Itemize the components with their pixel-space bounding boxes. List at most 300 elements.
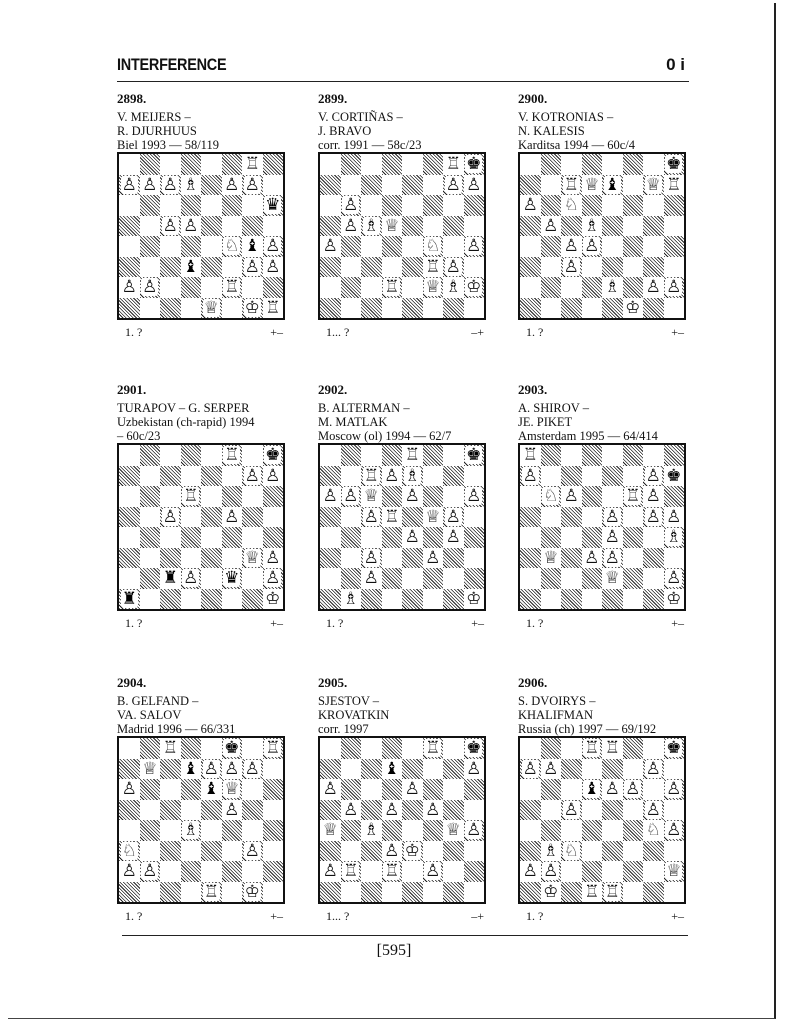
board-square xyxy=(140,800,161,821)
board-square xyxy=(222,800,243,821)
board-square xyxy=(520,277,541,298)
white-pawn-icon: ♙ xyxy=(645,465,661,486)
board-square xyxy=(222,861,243,882)
board-square xyxy=(382,759,403,780)
board-square xyxy=(664,841,685,862)
board-square xyxy=(623,527,644,548)
puzzle-question: 1. ? xyxy=(125,325,143,339)
board-square xyxy=(464,779,485,800)
board-square xyxy=(443,236,464,257)
board-square xyxy=(561,507,582,528)
puzzle-number: 2905. xyxy=(318,675,348,690)
white-pawn-icon: ♙ xyxy=(445,174,461,195)
board-square xyxy=(623,466,644,487)
white-pawn-icon: ♙ xyxy=(162,174,178,195)
board-square xyxy=(561,841,582,862)
white-pawn-icon: ♙ xyxy=(404,486,420,507)
board-square xyxy=(541,257,562,278)
board-square xyxy=(140,298,161,319)
white-queen-icon: ♕ xyxy=(322,820,338,841)
board-square xyxy=(160,779,181,800)
puzzle-caption-line: KHALIFMAN xyxy=(518,708,593,722)
board-square xyxy=(520,236,541,257)
board-square xyxy=(320,175,341,196)
board-square xyxy=(222,486,243,507)
board-square xyxy=(222,527,243,548)
puzzle-caption-line: V. MEIJERS – xyxy=(117,110,191,124)
white-pawn-icon: ♙ xyxy=(265,236,281,257)
board-square xyxy=(402,527,423,548)
board-square xyxy=(464,175,485,196)
white-pawn-icon: ♙ xyxy=(224,799,240,820)
puzzle-caption-line: B. GELFAND – xyxy=(117,694,199,708)
board-square xyxy=(561,486,582,507)
board-square xyxy=(361,568,382,589)
board-square xyxy=(623,445,644,466)
board-square xyxy=(664,216,685,237)
board-square xyxy=(664,445,685,466)
board-square xyxy=(341,738,362,759)
board-square xyxy=(341,507,362,528)
board-square xyxy=(201,298,222,319)
board-square xyxy=(443,861,464,882)
board-square xyxy=(361,486,382,507)
board-square xyxy=(582,257,603,278)
board-square xyxy=(341,195,362,216)
puzzle-8 xyxy=(318,676,493,736)
board-square xyxy=(464,298,485,319)
board-square xyxy=(119,195,140,216)
board-square xyxy=(602,195,623,216)
board-square xyxy=(181,882,202,903)
board-square xyxy=(602,445,623,466)
board-square xyxy=(361,820,382,841)
chess-board xyxy=(518,443,686,611)
board-square xyxy=(402,175,423,196)
board-square xyxy=(541,298,562,319)
board-square xyxy=(402,236,423,257)
white-pawn-icon: ♙ xyxy=(563,799,579,820)
white-pawn-icon: ♙ xyxy=(466,758,482,779)
board-square xyxy=(423,800,444,821)
board-square xyxy=(582,507,603,528)
board-square xyxy=(464,589,485,610)
board-square xyxy=(160,841,181,862)
chess-board xyxy=(318,152,486,320)
white-pawn-icon: ♙ xyxy=(466,174,482,195)
board-square xyxy=(423,820,444,841)
board-square xyxy=(263,779,284,800)
board-square xyxy=(140,738,161,759)
white-pawn-icon: ♙ xyxy=(265,547,281,568)
board-square xyxy=(361,195,382,216)
board-square xyxy=(361,759,382,780)
board-square xyxy=(119,445,140,466)
board-square xyxy=(464,277,485,298)
white-rook-icon: ♖ xyxy=(244,154,260,175)
board-square xyxy=(623,548,644,569)
board-square xyxy=(140,548,161,569)
white-pawn-icon: ♙ xyxy=(384,840,400,861)
white-pawn-icon: ♙ xyxy=(142,277,158,298)
board-square xyxy=(561,445,582,466)
board-square xyxy=(341,861,362,882)
white-pawn-icon: ♙ xyxy=(363,506,379,527)
puzzle-question: 1... ? xyxy=(326,325,350,339)
board-square xyxy=(423,759,444,780)
board-square xyxy=(119,216,140,237)
board-square xyxy=(561,861,582,882)
white-pawn-icon: ♙ xyxy=(224,758,240,779)
board-square xyxy=(201,841,222,862)
board-square xyxy=(443,820,464,841)
board-square xyxy=(242,882,263,903)
board-square xyxy=(382,861,403,882)
board-square xyxy=(582,820,603,841)
white-pawn-icon: ♙ xyxy=(466,236,482,257)
board-square xyxy=(341,277,362,298)
board-square xyxy=(341,589,362,610)
board-square xyxy=(443,507,464,528)
board-square xyxy=(602,527,623,548)
board-square xyxy=(140,236,161,257)
board-square xyxy=(561,759,582,780)
white-pawn-icon: ♙ xyxy=(543,215,559,236)
board-square xyxy=(464,195,485,216)
chess-board xyxy=(518,152,686,320)
white-rook-icon: ♖ xyxy=(265,738,281,759)
board-square xyxy=(582,800,603,821)
board-square xyxy=(320,277,341,298)
board-square xyxy=(520,216,541,237)
board-square xyxy=(423,277,444,298)
board-square xyxy=(402,841,423,862)
white-pawn-icon: ♙ xyxy=(645,506,661,527)
board-square xyxy=(561,154,582,175)
puzzle-question: 1. ? xyxy=(326,616,344,630)
white-pawn-icon: ♙ xyxy=(466,820,482,841)
board-square xyxy=(541,589,562,610)
board-square xyxy=(242,236,263,257)
board-square xyxy=(242,861,263,882)
white-pawn-icon: ♙ xyxy=(265,465,281,486)
white-pawn-icon: ♙ xyxy=(666,277,682,298)
board-square xyxy=(541,779,562,800)
board-square xyxy=(443,589,464,610)
board-square xyxy=(541,154,562,175)
board-square xyxy=(160,527,181,548)
board-square xyxy=(242,589,263,610)
board-square xyxy=(582,445,603,466)
board-square xyxy=(263,445,284,466)
board-square xyxy=(402,589,423,610)
board-square xyxy=(361,861,382,882)
board-square xyxy=(602,277,623,298)
board-square xyxy=(464,548,485,569)
black-king-icon: ♚ xyxy=(466,154,482,175)
board-square xyxy=(443,548,464,569)
board-square xyxy=(341,800,362,821)
board-square xyxy=(160,568,181,589)
puzzle-caption-line: B. ALTERMAN – xyxy=(318,401,410,415)
board-square xyxy=(423,216,444,237)
board-square xyxy=(382,175,403,196)
board-square xyxy=(119,738,140,759)
board-square xyxy=(361,589,382,610)
white-king-icon: ♔ xyxy=(265,588,281,609)
board-square xyxy=(222,257,243,278)
white-pawn-icon: ♙ xyxy=(244,758,260,779)
board-square xyxy=(382,195,403,216)
white-pawn-icon: ♙ xyxy=(224,506,240,527)
white-rook-icon: ♖ xyxy=(363,465,379,486)
board-square xyxy=(623,820,644,841)
white-queen-icon: ♕ xyxy=(425,277,441,298)
white-pawn-icon: ♙ xyxy=(224,174,240,195)
black-bishop-icon: ♝ xyxy=(384,758,400,779)
board-square xyxy=(181,820,202,841)
board-square xyxy=(520,841,541,862)
board-square xyxy=(561,820,582,841)
board-square xyxy=(561,175,582,196)
board-square xyxy=(201,486,222,507)
board-square xyxy=(541,486,562,507)
chapter-title: INTERFERENCE xyxy=(117,55,227,74)
board-square xyxy=(561,466,582,487)
board-square xyxy=(320,445,341,466)
black-king-icon: ♚ xyxy=(265,445,281,466)
puzzle-result: +– xyxy=(671,325,684,339)
board-square xyxy=(423,175,444,196)
white-pawn-icon: ♙ xyxy=(384,465,400,486)
board-square xyxy=(263,589,284,610)
board-square xyxy=(263,841,284,862)
white-knight-icon: ♘ xyxy=(425,236,441,257)
board-square xyxy=(242,820,263,841)
board-square xyxy=(181,548,202,569)
board-square xyxy=(341,568,362,589)
board-square xyxy=(443,527,464,548)
board-square xyxy=(242,527,263,548)
board-square xyxy=(582,548,603,569)
white-pawn-icon: ♙ xyxy=(522,861,538,882)
board-square xyxy=(361,154,382,175)
header-mark: 0 i xyxy=(666,55,685,74)
white-rook-icon: ♖ xyxy=(384,277,400,298)
board-square xyxy=(201,507,222,528)
white-pawn-icon: ♙ xyxy=(645,486,661,507)
white-rook-icon: ♖ xyxy=(522,445,538,466)
board-square xyxy=(201,195,222,216)
board-square xyxy=(160,486,181,507)
board-square xyxy=(561,195,582,216)
board-square xyxy=(361,738,382,759)
board-square xyxy=(222,445,243,466)
board-square xyxy=(341,882,362,903)
white-bishop-icon: ♗ xyxy=(343,588,359,609)
puzzle-3 xyxy=(518,92,693,152)
chess-board xyxy=(117,443,285,611)
board-square xyxy=(263,486,284,507)
white-pawn-icon: ♙ xyxy=(404,779,420,800)
board-square xyxy=(561,548,582,569)
board-square xyxy=(643,882,664,903)
board-square xyxy=(443,486,464,507)
puzzle-caption-line: Biel 1993 — 58/119 xyxy=(117,138,219,152)
white-queen-icon: ♕ xyxy=(666,861,682,882)
board-square xyxy=(423,195,444,216)
board-square xyxy=(201,800,222,821)
board-square xyxy=(464,800,485,821)
board-square xyxy=(320,820,341,841)
white-king-icon: ♔ xyxy=(244,881,260,902)
puzzle-result: +– xyxy=(671,616,684,630)
white-pawn-icon: ♙ xyxy=(121,861,137,882)
board-square xyxy=(561,568,582,589)
white-pawn-icon: ♙ xyxy=(121,779,137,800)
board-square xyxy=(520,195,541,216)
board-square xyxy=(201,882,222,903)
puzzle-caption-line: S. DVOIRYS – xyxy=(518,694,596,708)
puzzle-1 xyxy=(117,92,292,152)
board-square xyxy=(320,486,341,507)
board-square xyxy=(361,466,382,487)
board-square xyxy=(222,759,243,780)
puzzle-caption-line: R. DJURHUUS xyxy=(117,124,197,138)
board-square xyxy=(582,882,603,903)
board-square xyxy=(361,507,382,528)
board-square xyxy=(382,589,403,610)
board-square xyxy=(443,738,464,759)
board-square xyxy=(423,236,444,257)
board-square xyxy=(541,277,562,298)
board-square xyxy=(382,738,403,759)
white-rook-icon: ♖ xyxy=(666,174,682,195)
board-square xyxy=(664,527,685,548)
board-square xyxy=(140,779,161,800)
board-square xyxy=(602,738,623,759)
board-square xyxy=(263,195,284,216)
white-queen-icon: ♕ xyxy=(363,486,379,507)
board-square xyxy=(181,738,202,759)
board-square xyxy=(582,466,603,487)
white-pawn-icon: ♙ xyxy=(121,277,137,298)
board-square xyxy=(201,589,222,610)
board-square xyxy=(664,759,685,780)
board-square xyxy=(423,779,444,800)
board-square xyxy=(263,175,284,196)
board-square xyxy=(201,548,222,569)
board-square xyxy=(222,236,243,257)
white-knight-icon: ♘ xyxy=(224,236,240,257)
board-square xyxy=(181,779,202,800)
board-square xyxy=(242,568,263,589)
black-king-icon: ♚ xyxy=(466,738,482,759)
white-pawn-icon: ♙ xyxy=(604,547,620,568)
board-square xyxy=(242,759,263,780)
board-square xyxy=(361,175,382,196)
white-pawn-icon: ♙ xyxy=(563,256,579,277)
board-square xyxy=(541,548,562,569)
board-square xyxy=(119,277,140,298)
board-square xyxy=(520,175,541,196)
white-pawn-icon: ♙ xyxy=(425,547,441,568)
board-square xyxy=(160,236,181,257)
board-square xyxy=(320,738,341,759)
puzzle-caption-line: Uzbekistan (ch-rapid) 1994 xyxy=(117,415,255,429)
board-square xyxy=(382,216,403,237)
board-square xyxy=(140,216,161,237)
board-square xyxy=(181,195,202,216)
board-square xyxy=(443,759,464,780)
board-square xyxy=(520,257,541,278)
board-square xyxy=(602,236,623,257)
white-pawn-icon: ♙ xyxy=(584,236,600,257)
white-pawn-icon: ♙ xyxy=(645,277,661,298)
white-queen-icon: ♕ xyxy=(543,547,559,568)
board-square xyxy=(242,507,263,528)
board-square xyxy=(181,841,202,862)
board-square xyxy=(561,236,582,257)
board-square xyxy=(541,759,562,780)
board-square xyxy=(664,195,685,216)
board-square xyxy=(623,507,644,528)
white-pawn-icon: ♙ xyxy=(425,799,441,820)
board-square xyxy=(664,486,685,507)
black-king-icon: ♚ xyxy=(666,738,682,759)
board-square xyxy=(664,738,685,759)
black-bishop-icon: ♝ xyxy=(183,758,199,779)
board-square xyxy=(423,568,444,589)
board-square xyxy=(201,236,222,257)
board-square xyxy=(222,298,243,319)
board-square xyxy=(140,507,161,528)
board-square xyxy=(140,445,161,466)
board-square xyxy=(140,486,161,507)
board-square xyxy=(181,589,202,610)
board-square xyxy=(643,861,664,882)
board-square xyxy=(320,466,341,487)
board-square xyxy=(443,257,464,278)
board-square xyxy=(361,277,382,298)
white-pawn-icon: ♙ xyxy=(343,486,359,507)
board-square xyxy=(602,216,623,237)
board-square xyxy=(623,216,644,237)
board-square xyxy=(520,738,541,759)
board-square xyxy=(402,759,423,780)
board-square xyxy=(664,779,685,800)
board-square xyxy=(181,445,202,466)
board-square xyxy=(643,486,664,507)
board-square xyxy=(423,548,444,569)
board-square xyxy=(582,486,603,507)
puzzle-number: 2906. xyxy=(518,675,548,690)
board-square xyxy=(181,527,202,548)
white-bishop-icon: ♗ xyxy=(666,527,682,548)
board-square xyxy=(423,486,444,507)
board-square xyxy=(643,800,664,821)
white-pawn-icon: ♙ xyxy=(363,547,379,568)
puzzle-4 xyxy=(117,383,292,443)
board-square xyxy=(382,445,403,466)
white-king-icon: ♔ xyxy=(666,588,682,609)
white-rook-icon: ♖ xyxy=(224,445,240,466)
board-square xyxy=(361,445,382,466)
white-pawn-icon: ♙ xyxy=(265,256,281,277)
chess-board xyxy=(318,736,486,904)
white-rook-icon: ♖ xyxy=(625,486,641,507)
board-square xyxy=(140,527,161,548)
